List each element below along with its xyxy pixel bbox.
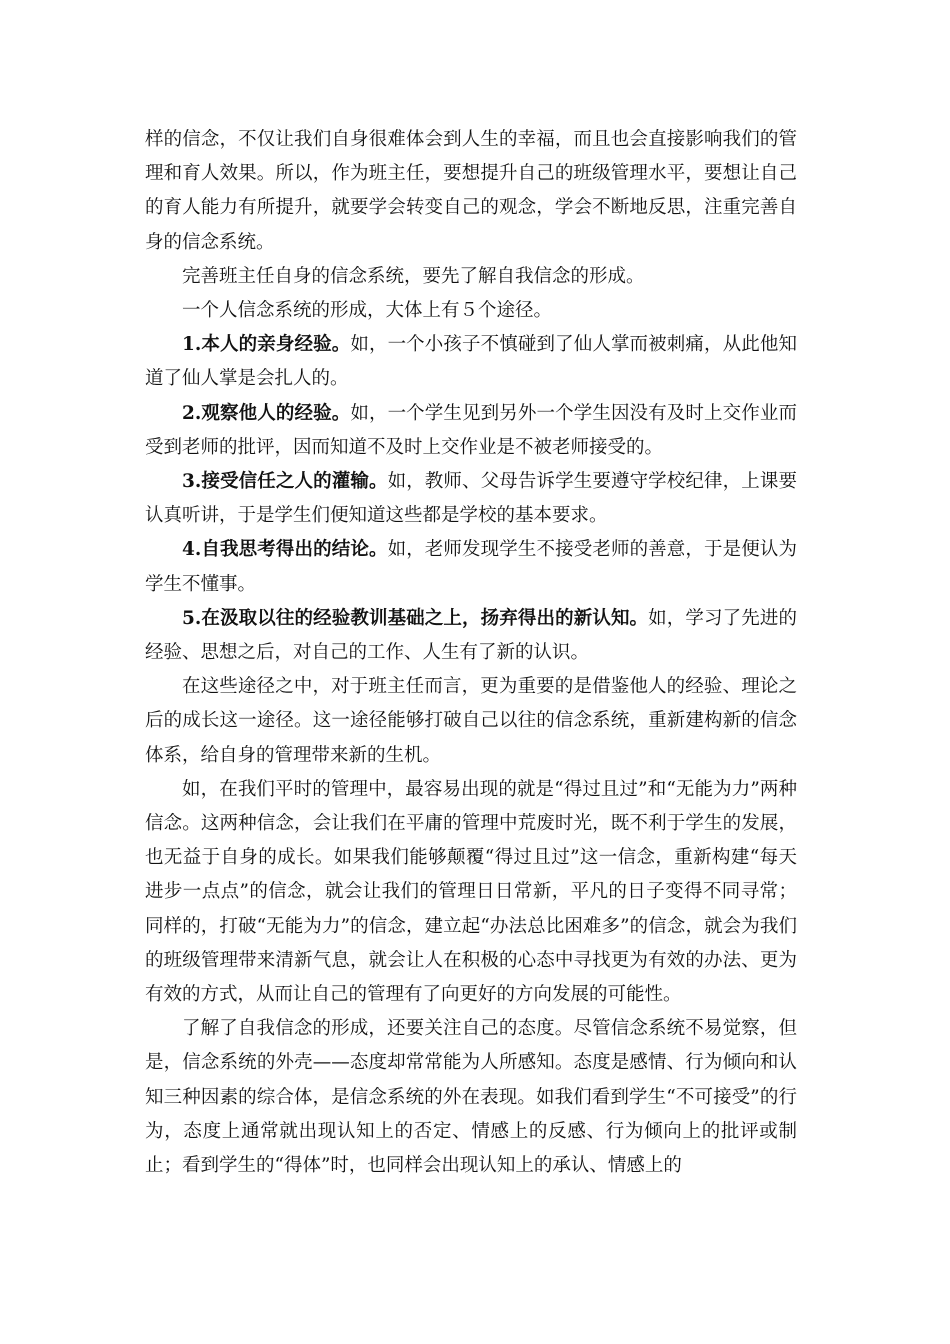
list-item-text: 如，老师发现学生不接受老师的善意，于是便认为学生不懂事。 [145,539,797,595]
list-item-paragraph [145,328,797,396]
list-item-heading: 4.自我思考得出的结论。 [182,539,388,561]
paragraph-continuation: 样的信念，不仅让我们自身很难体会到人生的幸福，而且也会直接影响我们的管理和育人效果。所以，作为班主任，要想提升自己的班级管理水平，要想让自己的育人能力有所提升，就要学会转变自己的观念，学会不断地反思，注重完善自身的信念系统。 [145,129,797,253]
paragraph: 在这些途径之中，对于班主任而言，更为重要的是借鉴他人的经验、理论之后的成长这一途径。这一途径能够打破自己以往的信念系统，重新建构新的信念体系，给自身的管理带来新的生机。 [145,676,797,766]
list-item-text: 如，一个小孩子不慎碰到了仙人掌而被刺痛，从此他知道了仙人掌是会扎人的。 [145,334,797,390]
paragraph: 了解了自我信念的形成，还要关注自己的态度。尽管信念系统不易觉察，但是，信念系统的外壳——态度却常常能为人所感知。态度是感情、行为倾向和认知三种因素的综合体，是信念系统的外在表现。如我们看到学生“不可接受”的行为，态度上通常就出现认知上的否定、情感上的反感、行为倾向上的批评或制止；看到学生的“得体”时，也同样会出现认知上的承认、情感上的 [145,1018,797,1177]
list-item-heading: 3.接受信任之人的灌输。 [182,471,388,493]
list-item-paragraph [145,533,797,601]
list-item-paragraph [145,397,797,465]
list-item-heading: 2.观察他人的经验。 [182,402,351,424]
list-item-text: 如，一个学生见到另外一个学生因没有及时上交作业而受到老师的批评，因而知道不及时上交作业是不被老师接受的。 [145,402,797,458]
list-item-paragraph [145,602,797,670]
body-text [145,123,797,1183]
list-item-text: 如，学习了先进的经验、思想之后，对自己的工作、人生有了新的认识。 [145,607,797,664]
list-item-heading: 1.本人的亲身经验。 [182,334,351,356]
paragraph: 完善班主任自身的信念系统，要先了解自我信念的形成。 [182,265,645,287]
paragraph: 一个人信念系统的形成，大体上有５个途径。 [182,300,553,322]
list-item-heading: 5.在汲取以往的经验教训基础之上，扬弃得出的新认知。 [182,607,649,629]
list-item-paragraph [145,465,797,533]
list-item-text: 如，教师、父母告诉学生要遵守学校纪律，上课要认真听讲，于是学生们便知道这些都是学校的基本要求。 [145,471,797,527]
paragraph: 如，在我们平时的管理中，最容易出现的就是“得过且过”和“无能为力”两种信念。这两种信念，会让我们在平庸的管理中荒废时光，既不利于学生的发展，也无益于自身的成长。如果我们能够颠覆“得过且过”这一信念，重新构建“每天进步一点点”的信念，就会让我们的管理日日常新，平凡的日子变得不同寻常；同样的，打破“无能为力”的信念，建立起“办法总比困难多”的信念，就会为我们的班级管理带来清新气息，就会让人在积极的心态中寻找更为有效的办法、更为有效的方式，从而让自己的管理有了向更好的方向发展的可能性。 [145,778,797,1006]
